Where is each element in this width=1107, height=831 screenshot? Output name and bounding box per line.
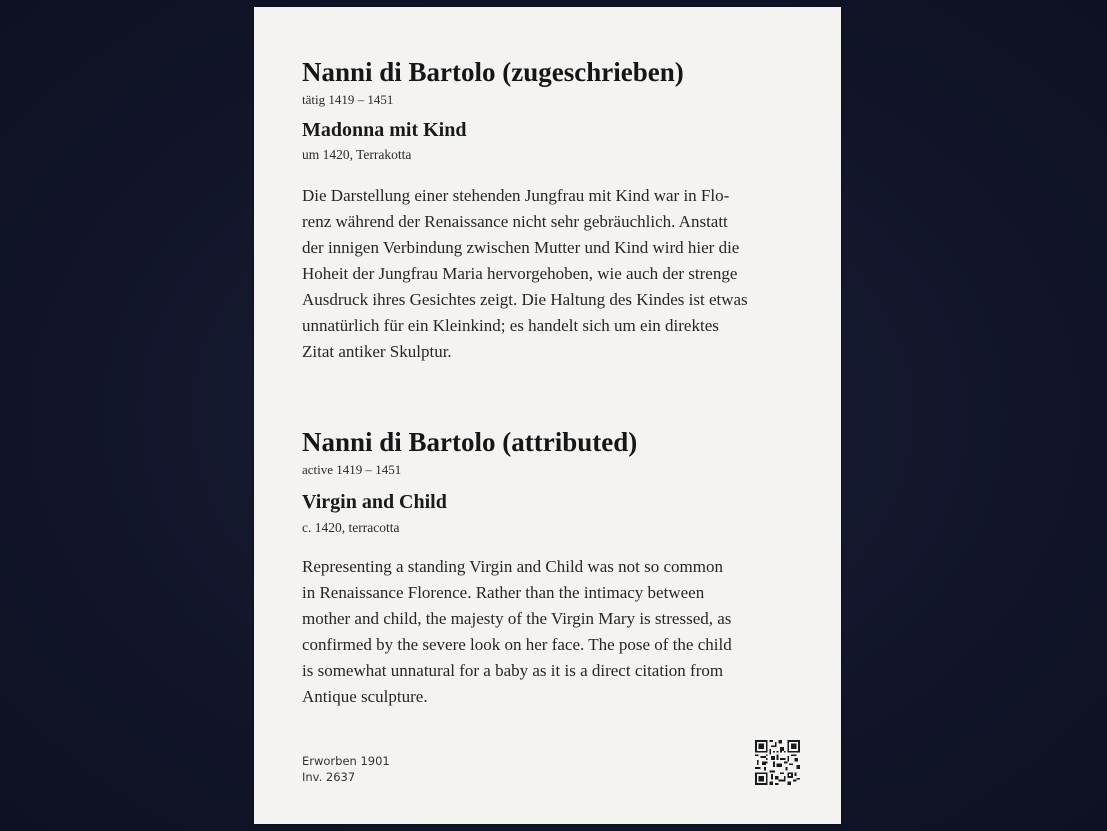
description-line: Antique sculpture. — [302, 687, 428, 706]
description-line: mother and child, the majesty of the Virgin Mary is stressed, as — [302, 609, 732, 628]
acquired-year: Erworben 1901 — [302, 754, 390, 768]
description-line: renz während der Renaissance nicht sehr gebräuchlich. Anstatt — [302, 212, 728, 231]
description-line: Representing a standing Virgin and Child was not so common — [302, 557, 723, 576]
work-title-english: Virgin and Child — [302, 491, 447, 513]
description-line: unnatürlich für ein Kleinkind; es handelt sich um ein direktes — [302, 316, 719, 335]
description-line: der innigen Verbindung zwischen Mutter und Kind wird hier die — [302, 238, 740, 257]
description-line: confirmed by the severe look on her face. The pose of the child — [302, 635, 732, 654]
artist-name-english: Nanni di Bartolo (attributed) — [302, 427, 638, 457]
artist-name-german: Nanni di Bartolo (zugeschrieben) — [302, 57, 684, 87]
description-line: Ausdruck ihres Gesichtes zeigt. Die Haltung des Kindes ist etwas — [302, 290, 748, 309]
description-german — [302, 183, 748, 365]
description-line: in Renaissance Florence. Rather than the intimacy between — [302, 583, 705, 602]
work-meta-english: c. 1420, terracotta — [302, 520, 400, 535]
description-english — [302, 554, 732, 710]
description-line: is somewhat unnatural for a baby as it is a direct citation from — [302, 661, 724, 680]
provenance-footer — [302, 753, 390, 785]
work-meta-german: um 1420, Terrakotta — [302, 147, 412, 162]
description-line: Die Darstellung einer stehenden Jungfrau mit Kind war in Flo- — [302, 186, 730, 205]
artist-active-german: tätig 1419 – 1451 — [302, 92, 394, 107]
work-title-german: Madonna mit Kind — [302, 119, 467, 141]
inventory-number: Inv. 2637 — [302, 770, 356, 784]
description-line: Hoheit der Jungfrau Maria hervorgehoben, wie auch der strenge — [302, 264, 738, 283]
artist-active-english: active 1419 – 1451 — [302, 462, 402, 477]
museum-label-card — [254, 7, 841, 824]
qr-code-icon[interactable] — [755, 740, 800, 785]
description-line: Zitat antiker Skulptur. — [302, 342, 452, 361]
